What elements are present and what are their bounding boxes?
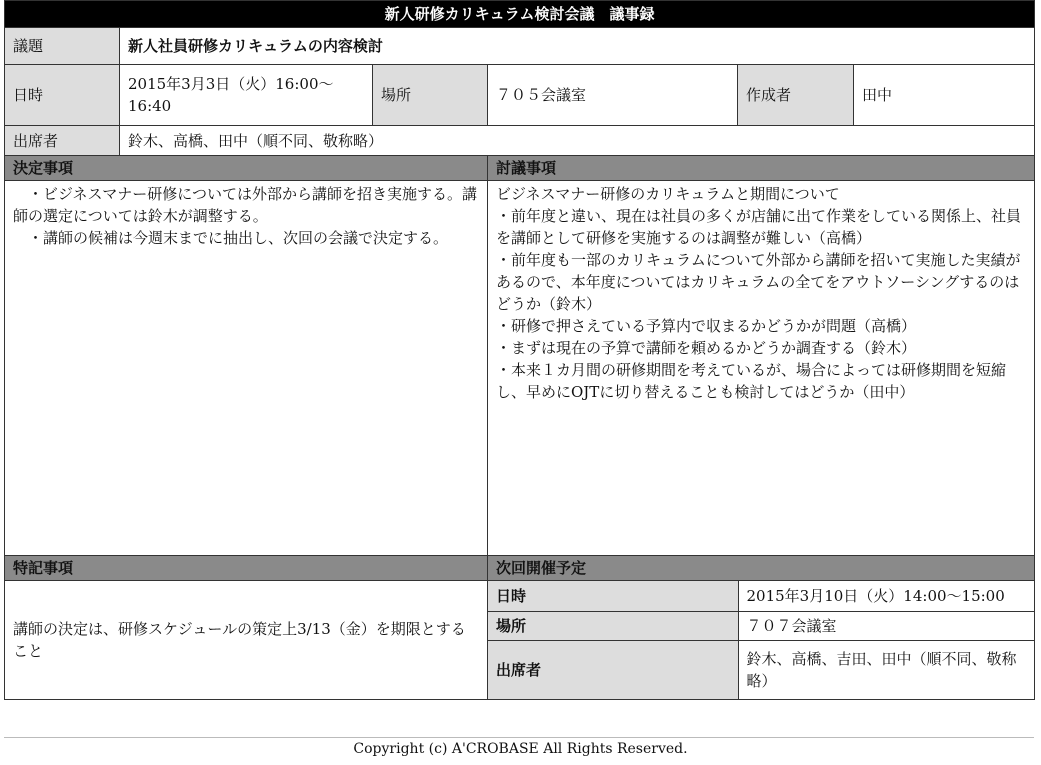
discussion-item: ・前年度も一部のカリキュラムについて外部から講師を招いて実施した実績があるので、本年度についてはカリキュラムの全てをアウトソーシングするのはどうか（鈴木） [496,251,1021,313]
decisions-body [5,181,488,556]
next-meeting-panel [488,581,1035,700]
discussion-item: ・研修で押さえている予算内で収まるかどうかが問題（高橋） [496,317,917,335]
next-meeting-heading: 次回開催予定 [488,556,1035,581]
discussion-body [488,181,1035,556]
next-attendees-value: 鈴木、高橋、吉田、田中（順不同、敬称略） [738,640,1034,699]
next-date-label: 日時 [488,581,738,611]
minutes-sheet [4,0,1034,700]
next-attendees-label: 出席者 [488,640,738,699]
author-label: 作成者 [738,65,854,126]
attendees-value: 鈴木、高橋、田中（順不同、敬称略） [120,126,1035,156]
minutes-table [4,0,1035,700]
attendees-label: 出席者 [5,126,120,156]
document-title: 新人研修カリキュラム検討会議 議事録 [5,1,1035,28]
notes-heading: 特記事項 [5,556,488,581]
discussion-item: ・まずは現在の予算で講師を頼めるかどうか調査する（鈴木） [496,339,917,357]
date-label: 日時 [5,65,120,126]
author-value: 田中 [854,65,1035,126]
discussion-item: ・本来１カ月間の研修期間を考えているが、場合によっては研修期間を短縮し、早めにOJTに切り替えることも検討してはどうか（田中） [496,361,1007,401]
decision-item: ・ビジネスマナー研修については外部から講師を招き実施する。講師の選定については鈴木が調整する。 [13,185,477,225]
next-meeting-table [488,581,1034,699]
decisions-heading: 決定事項 [5,156,488,181]
notes-body: 講師の決定は、研修スケジュールの策定上3/13（金）を期限とすること [5,581,488,700]
date-value: 2015年3月3日（火）16:00〜16:40 [120,65,373,126]
next-date-value: 2015年3月10日（火）14:00〜15:00 [738,581,1034,611]
copyright-footer: Copyright (c) A'CROBASE All Rights Reserved. [353,741,688,757]
topic-value: 新人社員研修カリキュラムの内容検討 [120,28,1035,65]
decision-item: ・講師の候補は今週末までに抽出し、次回の会議で決定する。 [13,229,449,247]
discussion-item: ・前年度と違い、現在は社員の多くが店舗に出て作業をしている関係上、社員を講師として研修を実施するのは調整が難しい（高橋） [496,207,1022,247]
place-label: 場所 [373,65,488,126]
topic-label: 議題 [5,28,120,65]
discussion-item: ビジネスマナー研修のカリキュラムと期間について [496,185,840,203]
next-place-label: 場所 [488,611,738,640]
place-value: ７０５会議室 [488,65,738,126]
discussion-heading: 討議事項 [488,156,1035,181]
footer-divider [4,737,1034,738]
next-place-value: ７０７会議室 [738,611,1034,640]
